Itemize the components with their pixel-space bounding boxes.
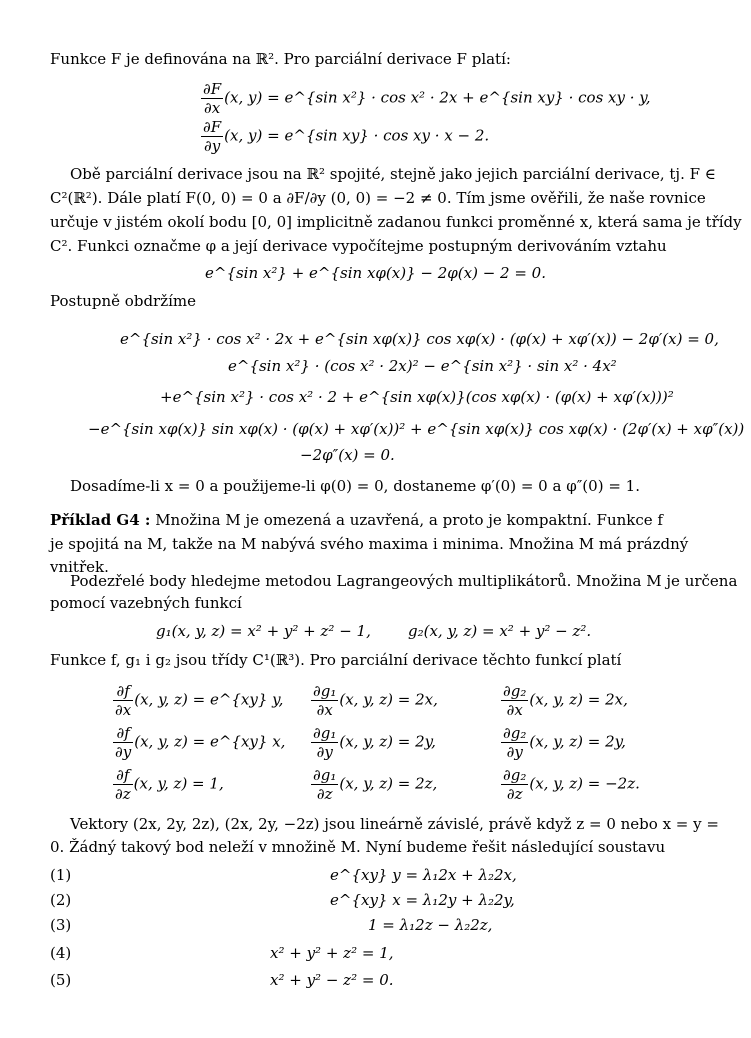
paragraph-class: Funkce f, g₁ i g₂ jsou třídy C¹(ℝ³). Pro parciální derivace těchto funkcí platí: [50, 651, 622, 669]
grid-cell: $\frac{\partial f}{\partial y}$ (x, y, z) = e^{xy} x,: [115, 724, 286, 761]
paragraph-intro: Funkce F je definována na ℝ². Pro parciální derivace F platí:: [50, 50, 511, 68]
equation-first-derivative: e^{sin x²} · cos x² · 2x + e^{sin xφ(x)} cos xφ(x) · (φ(x) + xφ′(x)) − 2φ′(x) = 0,: [120, 330, 719, 348]
example-title: Příklad G4 :: [50, 511, 151, 529]
equation-second-derivative-4: −2φ″(x) = 0.: [300, 446, 395, 464]
equation-second-derivative-2: +e^{sin x²} · cos x² · 2 + e^{sin xφ(x)}(cos xφ(x) · (φ(x) + xφ′(x)))²: [160, 388, 674, 406]
paragraph-substitute: Dosadíme-li x = 0 a použijeme-li φ(0) = 0, dostaneme φ′(0) = 0 a φ″(0) = 1.: [70, 477, 640, 495]
system-row: (4) x² + y² + z² = 1,: [50, 944, 394, 962]
paragraph-lagrange-2: pomocí vazebných funkcí: [50, 594, 242, 612]
system-row: (5) x² + y² − z² = 0.: [50, 971, 394, 989]
paragraph-lagrange-1: Podezřelé body hledejme metodou Lagrangeových multiplikátorů. Množina M je určena: [70, 572, 738, 590]
paragraph-vectors-1: Vektory (2x, 2y, 2z), (2x, 2y, −2z) jsou lineárně závislé, právě když z = 0 nebo x = y =: [70, 815, 719, 833]
equation-g2: g₂(x, y, z) = x² + y² − z².: [408, 622, 592, 640]
fraction: $\frac{\partial F}{\partial y}$: [203, 118, 222, 155]
paragraph-example-1: Příklad G4 : Množina M je omezená a uzavřená, a proto je kompaktní. Funkce f: [50, 511, 663, 529]
paragraph-example-3: vnitřek.: [50, 558, 109, 576]
paragraph-continuity-4: C². Funkci označme φ a její derivace vypočítejme postupným derivováním vztahu: [50, 237, 667, 255]
equation-implicit: e^{sin x²} + e^{sin xφ(x)} − 2φ(x) − 2 = 0.: [205, 264, 546, 282]
grid-cell: $\frac{\partial f}{\partial x}$ (x, y, z) = e^{xy} y,: [115, 682, 284, 719]
grid-cell: $\frac{\text{∂g₂}}{\partial y}$ (x, y, z) = 2y,: [503, 724, 626, 761]
fraction: $\frac{\partial F}{\partial x}$: [203, 80, 222, 117]
equation-dF-dy: $\frac{\partial F}{\partial y}$ (x, y) = e^{sin xy} · cos xy · x − 2.: [203, 118, 490, 155]
paragraph-continuity-1: Obě parciální derivace jsou na ℝ² spojité, stejně jako jejich parciální derivace, tj. F ∈: [70, 165, 716, 183]
grid-cell: $\frac{\text{∂g₁}}{\partial x}$ (x, y, z) = 2x,: [313, 682, 438, 719]
grid-cell: $\frac{\text{∂g₁}}{\partial y}$ (x, y, z) = 2y,: [313, 724, 436, 761]
grid-cell: $\frac{\text{∂g₂}}{\partial z}$ (x, y, z) = −2z.: [503, 766, 640, 803]
paragraph-vectors-2: 0. Žádný takový bod neleží v množině M. Nyní budeme řešit následující soustavu: [50, 838, 666, 856]
grid-cell: $\frac{\partial f}{\partial z}$ (x, y, z) = 1,: [115, 766, 224, 803]
equation-second-derivative-1: e^{sin x²} · (cos x² · 2x)² − e^{sin x²} · sin x² · 4x²: [228, 357, 617, 375]
paragraph-continuity-2: C²(ℝ²). Dále platí F(0, 0) = 0 a ∂F/∂y (0, 0) = −2 ≠ 0. Tím jsme ověřili, že naše rovnice: [50, 189, 706, 207]
system-row: (3) 1 = λ₁2z − λ₂2z,: [50, 916, 493, 934]
grid-cell: $\frac{\text{∂g₂}}{\partial x}$ (x, y, z) = 2x,: [503, 682, 628, 719]
paragraph-continuity-3: určuje v jistém okolí bodu [0, 0] implicitně zadanou funkci proměnné x, která sama je třídy: [50, 213, 742, 231]
equation-g1: g₁(x, y, z) = x² + y² + z² − 1,: [156, 622, 371, 640]
equation-second-derivative-3: −e^{sin xφ(x)} sin xφ(x) · (φ(x) + xφ′(x))² + e^{sin xφ(x)} cos xφ(x) · (2φ′(x) + xφ″(x)): [88, 420, 745, 438]
grid-cell: $\frac{\text{∂g₁}}{\partial z}$ (x, y, z) = 2z,: [313, 766, 438, 803]
paragraph-example-2: je spojitá na M, takže na M nabývá svého maxima i minima. Množina M má prázdný: [50, 535, 689, 553]
system-row: (2) e^{xy} x = λ₁2y + λ₂2y,: [50, 891, 515, 909]
equation-dF-dx: $\frac{\partial F}{\partial x}$ (x, y) = e^{sin x²} · cos x² · 2x + e^{sin xy} · cos xy · y,: [203, 80, 651, 117]
system-row: (1) e^{xy} y = λ₁2x + λ₂2x,: [50, 866, 517, 884]
paragraph-obtain: Postupně obdržíme: [50, 292, 197, 310]
